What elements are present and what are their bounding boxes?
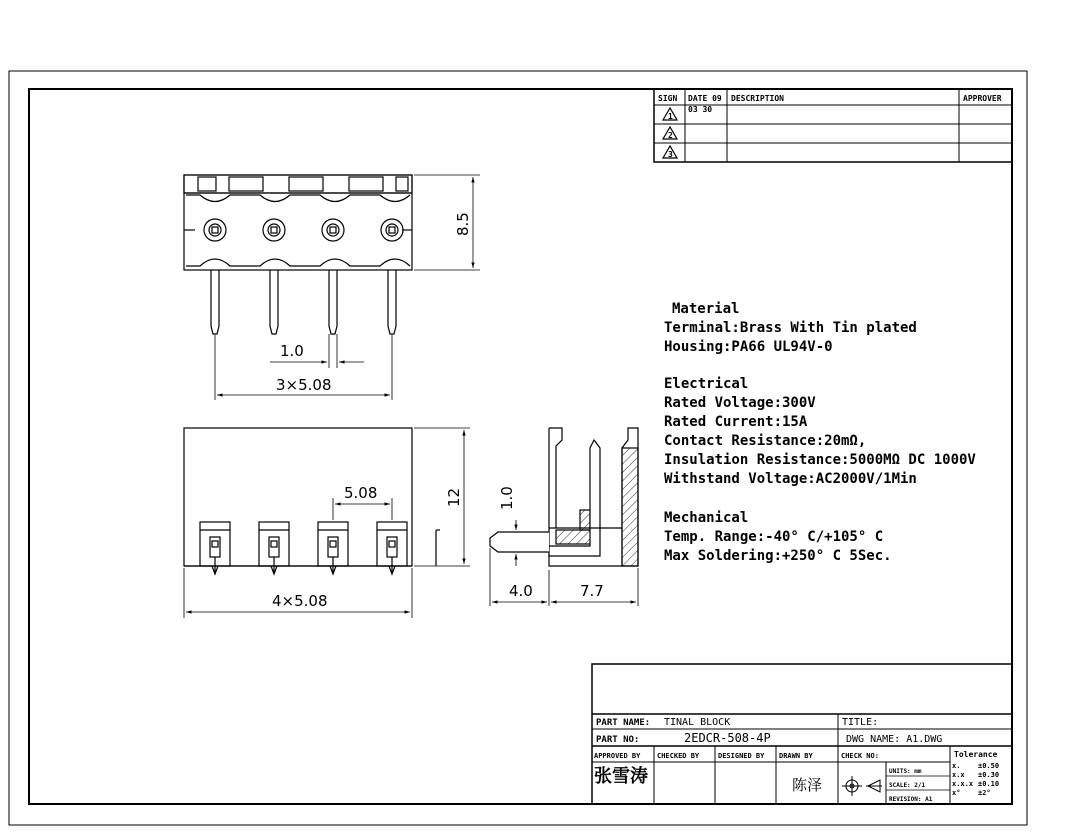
dim-side-depth: 7.7 — [580, 582, 604, 600]
rev-header-approver: APPROVER — [963, 94, 1002, 103]
spec-terminal: Terminal:Brass With Tin plated — [664, 320, 917, 336]
rev-header-sign: SIGN — [658, 94, 678, 103]
dim-side-pin-length: 4.0 — [509, 582, 533, 600]
dim-front-total: 4×5.08 — [272, 592, 328, 610]
designed-by-label: DESIGNED BY — [718, 752, 765, 760]
part-no-value: 2EDCR-508-4P — [684, 731, 771, 745]
front-view-dimensions — [184, 428, 470, 618]
approver-name: 张雪涛 — [594, 766, 648, 787]
screw-hole-1 — [204, 219, 226, 241]
screw-hole-4 — [381, 219, 403, 241]
revision: REVISION: A1 — [889, 796, 933, 803]
rev-header-date: DATE 09 — [688, 94, 722, 103]
pin-3 — [329, 270, 337, 334]
screw-hole-2 — [263, 219, 285, 241]
front-pin-1 — [200, 522, 230, 574]
units: UNITS: mm — [889, 768, 922, 775]
spec-electrical-title: Electrical — [664, 376, 749, 392]
spec-insulation-resistance: Insulation Resistance:5000MΩ DC 1000V — [664, 452, 976, 468]
spec-max-soldering: Max Soldering:+250° C 5Sec. — [664, 548, 892, 564]
tol-fmt-2: x.x — [952, 771, 965, 779]
revision-table — [654, 89, 1012, 162]
tolerance-label: Tolerance — [954, 750, 998, 759]
dim-front-height: 12 — [445, 487, 463, 507]
spec-temp-range: Temp. Range:-40° C/+105° C — [664, 529, 884, 545]
front-pin-2 — [259, 522, 289, 574]
spec-rated-current: Rated Current:15A — [664, 414, 808, 430]
approved-by-label: APPROVED BY — [594, 752, 641, 760]
checked-by-label: CHECKED BY — [657, 752, 700, 760]
svg-text:3: 3 — [668, 150, 673, 159]
tol-val-2: ±0.30 — [978, 771, 1000, 779]
revision-2-triangle-icon — [663, 127, 677, 140]
front-view — [184, 428, 440, 574]
front-pin-4 — [377, 522, 407, 574]
tol-fmt-3: x.x.x — [952, 780, 974, 788]
revision-1-triangle-icon — [663, 108, 677, 121]
title-block — [592, 664, 1012, 804]
dim-top-pitch: 3×5.08 — [276, 376, 332, 394]
part-name-label: PART NAME: — [596, 718, 651, 728]
tol-val-3: ±0.10 — [978, 780, 1000, 788]
dim-pin-width: 1.0 — [280, 342, 304, 360]
svg-text:2: 2 — [668, 131, 673, 140]
dim-top-height: 8.5 — [454, 212, 472, 236]
svg-text:1: 1 — [668, 112, 673, 121]
tol-val-4: ±2° — [978, 789, 991, 797]
outer-frame — [9, 71, 1027, 825]
tolerance-table — [952, 762, 999, 797]
drawer-name: 陈泽 — [792, 776, 823, 794]
screw-hole-3 — [322, 219, 344, 241]
rev-row-1-date: 03 30 — [688, 105, 713, 114]
pin-2 — [270, 270, 278, 334]
spec-withstand-voltage: Withstand Voltage:AC2000V/1Min — [664, 471, 917, 487]
part-name-value: TINAL BLOCK — [664, 717, 731, 728]
tol-fmt-4: x° — [952, 789, 961, 797]
top-view — [184, 175, 412, 334]
top-view-dimensions — [215, 175, 480, 400]
tol-val-1: ±0.50 — [978, 762, 1000, 770]
spec-housing: Housing:PA66 UL94V-0 — [664, 339, 833, 355]
front-pin-3 — [318, 522, 348, 574]
spec-material-title: Material — [672, 301, 740, 317]
pin-1 — [211, 270, 219, 334]
drawn-by-label: DRAWN BY — [779, 752, 813, 760]
dim-front-pitch: 5.08 — [344, 484, 378, 502]
scale: SCALE: 2/1 — [889, 782, 926, 789]
dwg-name: DWG NAME: A1.DWG — [846, 734, 943, 745]
title-label: TITLE: — [842, 717, 879, 728]
part-no-label: PART NO: — [596, 735, 640, 745]
tol-fmt-1: x. — [952, 762, 961, 770]
dim-side-pin: 1.0 — [498, 486, 516, 510]
revision-3-triangle-icon — [663, 146, 677, 159]
specifications — [664, 301, 976, 564]
spec-contact-resistance: Contact Resistance:20mΩ, — [664, 433, 867, 449]
projection-symbol-icon — [842, 776, 882, 796]
spec-rated-voltage: Rated Voltage:300V — [664, 395, 816, 411]
pin-4 — [388, 270, 396, 334]
check-no-label: CHECK NO: — [841, 752, 879, 760]
spec-mechanical-title: Mechanical — [664, 510, 749, 526]
rev-header-description: DESCRIPTION — [731, 94, 784, 103]
